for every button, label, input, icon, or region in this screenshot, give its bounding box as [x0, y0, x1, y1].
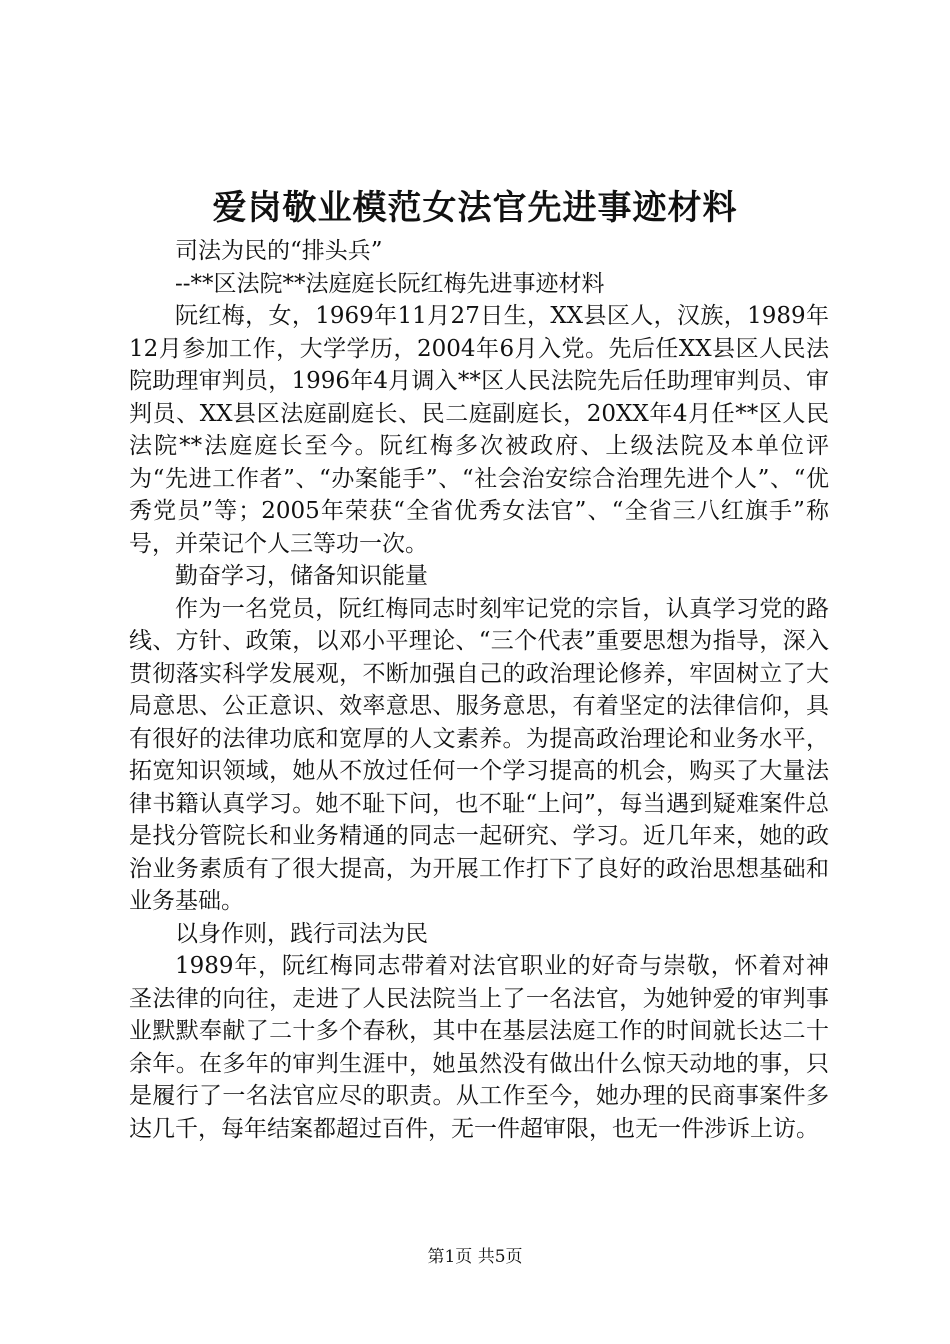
paragraph-example: 1989年，阮红梅同志带着对法官职业的好奇与崇敬，怀着对神圣法律的向往，走进了人民法院当上了一名法官，为她钟爱的审判事业默默奉献了二十多个春秋，其中在基层法庭工作的时间就长达二十余年。在多年的审判生涯中，她虽然没有做出什么惊天动地的事，只是履行了一名法官应尽的职责。从工作至今，她办理的民商事案件多达几千，每年结案都超过百件，无一件超审限，也无一件涉诉上访。 [129, 953, 829, 1142]
paragraph-study: 作为一名党员，阮红梅同志时刻牢记党的宗旨，认真学习党的路线、方针、政策，以邓小平理论、“三个代表”重要思想为指导，深入贯彻落实科学发展观，不断加强自己的政治理论修养，牢固树立了大局意思、公正意识、效率意思、服务意思，有着坚定的法律信仰，具有很好的法律功底和宽厚的人文素养。为提高政治理论和业务水平，拓宽知识领域，她从不放过任何一个学习提高的机会，购买了大量法律书籍认真学习。她不耻下问，也不耻“上问”，每当遇到疑难案件总是找分管院长和业务精通的同志一起研究、学习。近几年来，她的政治业务素质有了很大提高，为开展工作打下了良好的政治思想基础和业务基础。 [129, 595, 829, 914]
paragraph-intro: 阮红梅，女，1969年11月27日生，XX县区人，汉族，1989年12月参加工作，大学学历，2004年6月入党。先后任XX县区人民法院助理审判员，1996年4月调入**区人民法院先后任助理审判员、审判员、XX县区法庭副庭长、民二庭副庭长，20XX年4月任**区人民法院**法庭庭长至今。阮红梅多次被政府、上级法院及本单位评为“先进工作者”、“办案能手”、“社会治安综合治理先进个人”、“优秀党员”等；2005年荣获“全省优秀女法官”、“全省三八红旗手”称号，并荣记个人三等功一次。 [129, 303, 829, 557]
section-heading-example: 以身作则，践行司法为民 [175, 920, 428, 947]
document-body [129, 235, 829, 1145]
page-number: 第1页 共5页 [427, 1247, 523, 1267]
document-title: 爱岗敬业模范女法官先进事迹材料 [212, 188, 738, 228]
subtitle-line: 司法为民的“排头兵” [175, 238, 383, 264]
section-heading-study: 勤奋学习，储备知识能量 [175, 563, 428, 589]
subtitle-byline: --**区法院**法庭庭长阮红梅先进事迹材料 [175, 270, 605, 297]
